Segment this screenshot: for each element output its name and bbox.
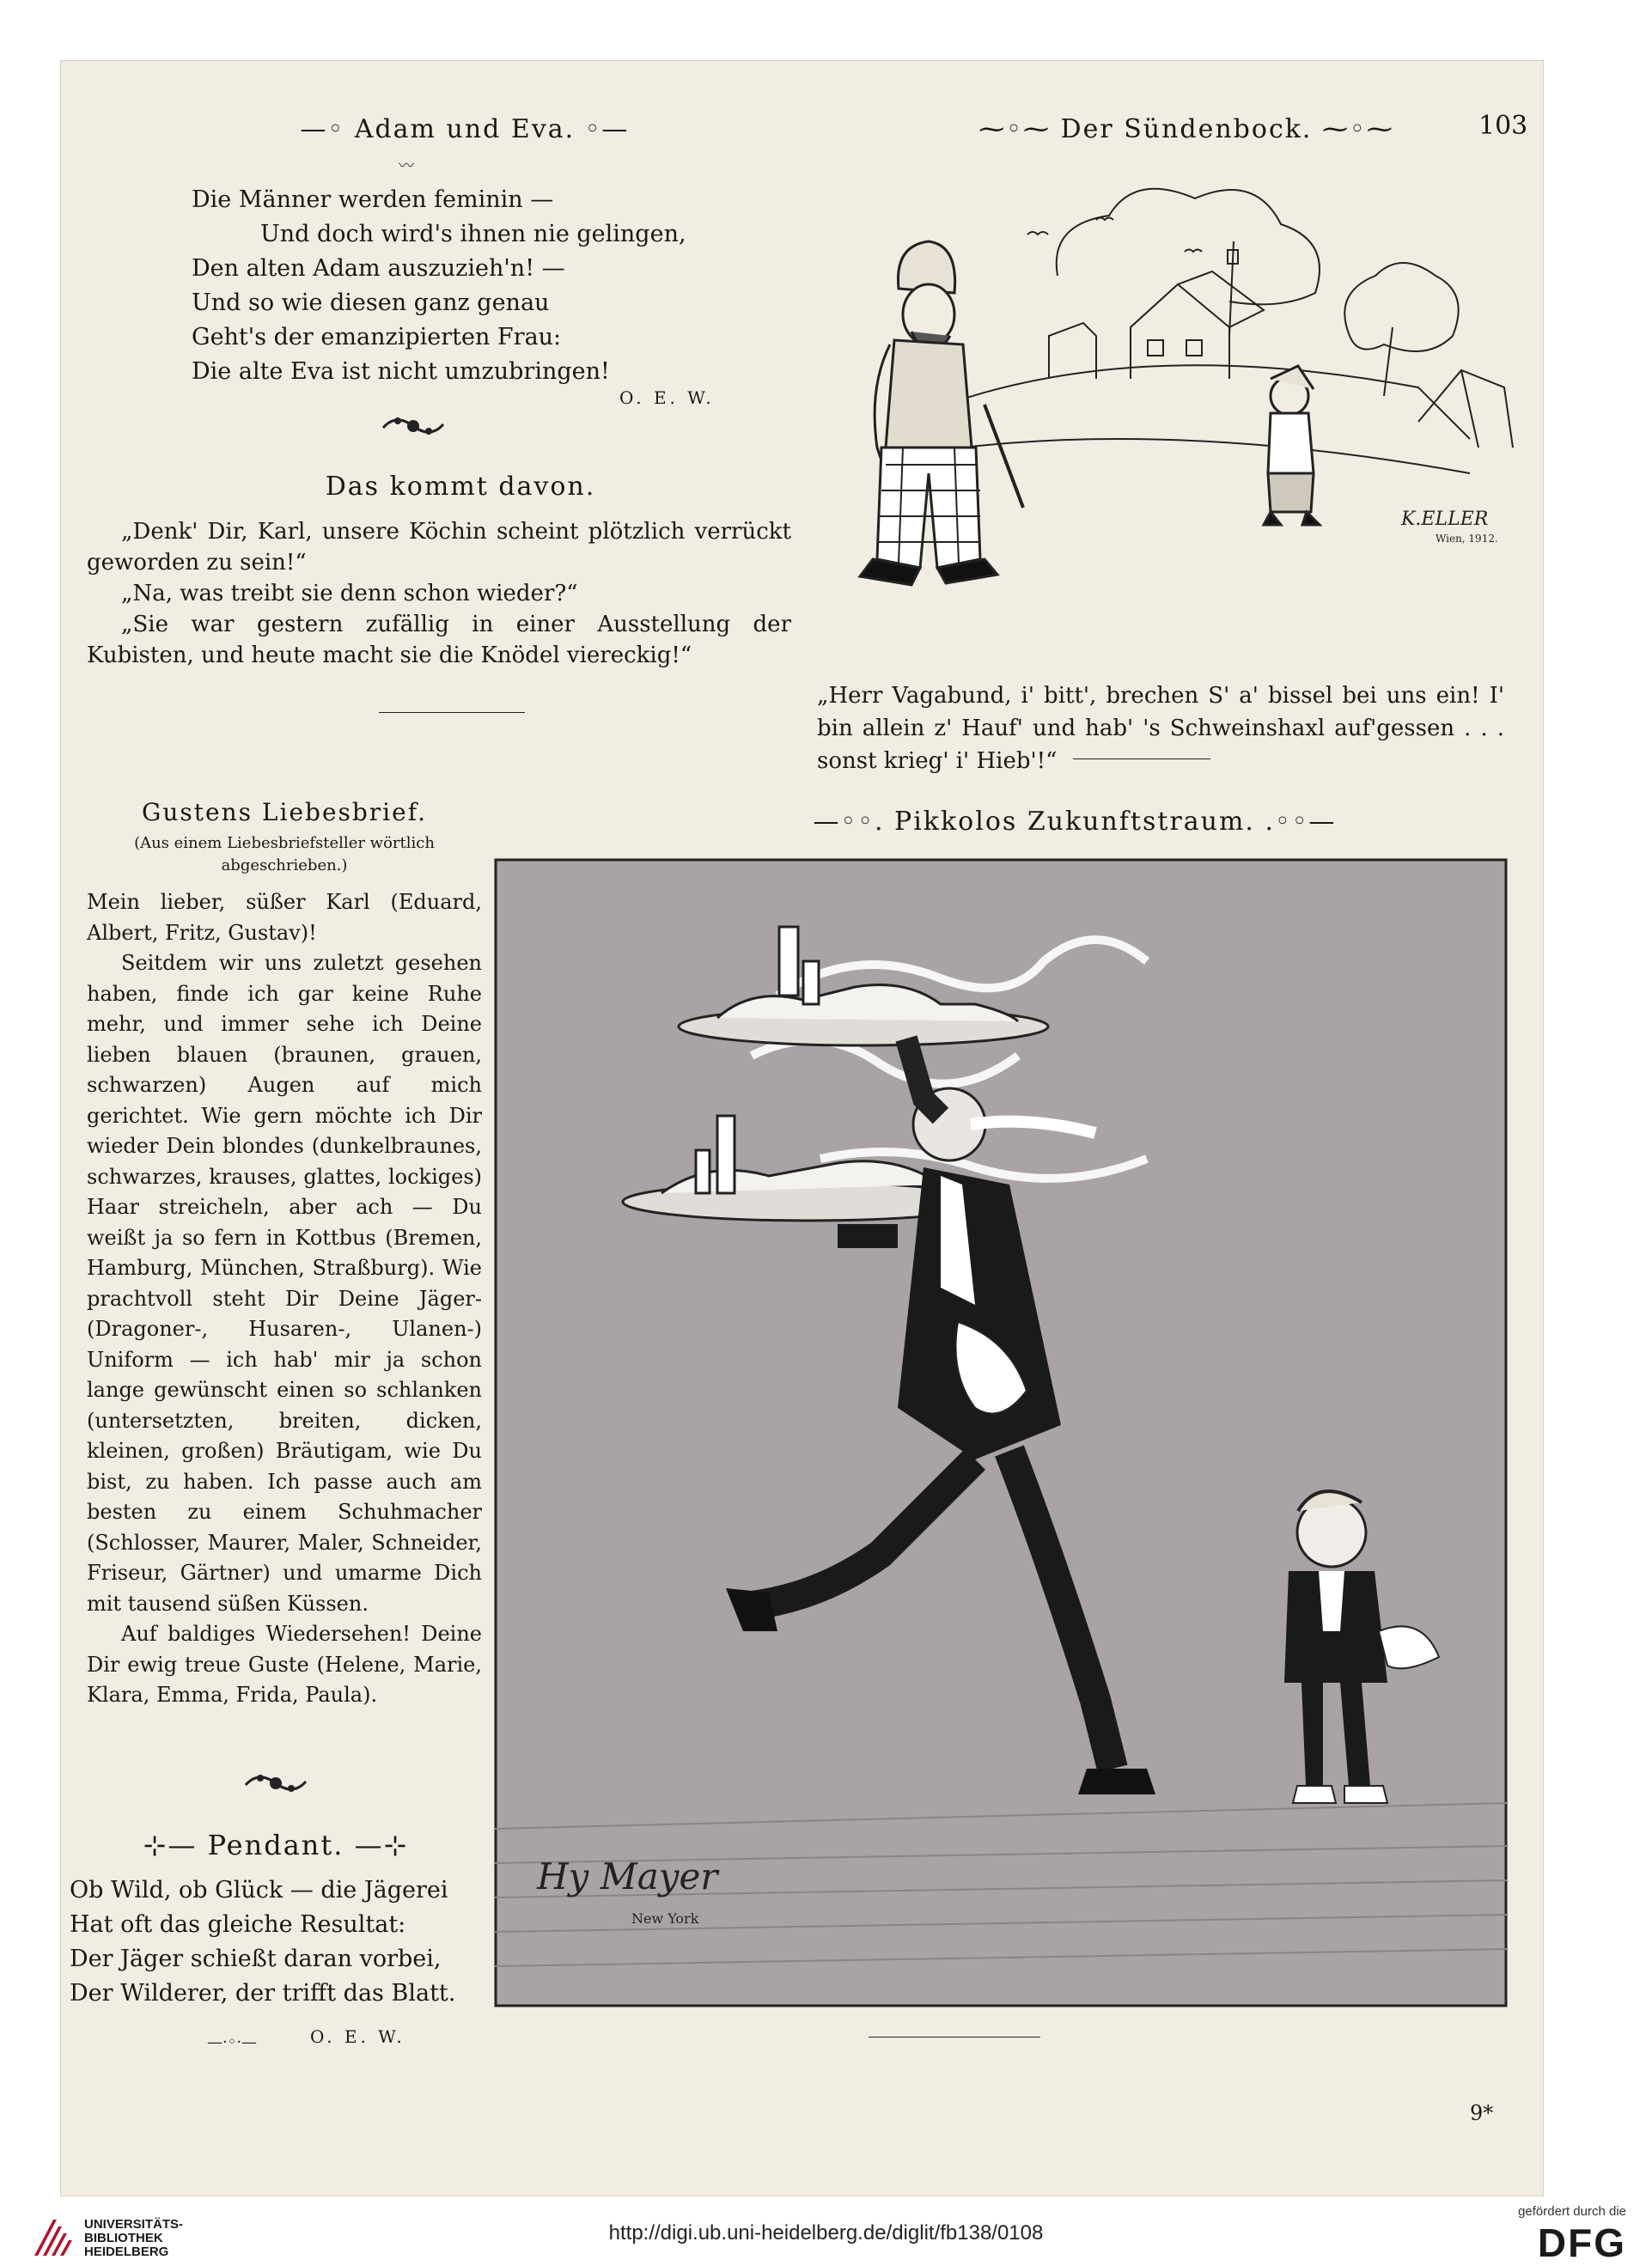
ornament-left: —◦ [300, 114, 345, 144]
dfg-logo: DFG [1537, 2220, 1626, 2265]
letter-salutation: Mein lieber, süßer Karl (Eduard, Albert, Fritz, Gustav)! [87, 890, 482, 945]
poem-line: Der Wilderer, der trifft das Blatt. [70, 1980, 456, 2007]
letter-closing: Auf baldiges Wiedersehen! Deine Dir ewig treue Guste (Helene, Marie, Klara, Emma, Frida, Paula). [87, 1622, 482, 1707]
pendant-title [113, 1829, 439, 1861]
library-name-line: BIBLIOTHEK [84, 2231, 163, 2245]
ornament-right: ◦— [584, 114, 630, 144]
pikkolos-artist: Hy Mayer [537, 1855, 718, 1897]
ornament-right: ⁓◦⁓ [1322, 114, 1394, 144]
suendenbock-title-text: Der Sündenbock. [1060, 114, 1313, 144]
poem-line: Ob Wild, ob Glück — die Jägerei [70, 1877, 448, 1904]
pikkolos-title-text: Pikkolos Zukunftstraum. [894, 807, 1255, 837]
magazine-page [60, 60, 1544, 2196]
end-ornament: —·◦·— [207, 2033, 258, 2051]
adam-eva-title-text: Adam und Eva. [354, 114, 576, 144]
poem-line: Der Jäger schießt daran vorbei, [70, 1946, 442, 1972]
gustens-letter [87, 887, 482, 1711]
page-number: 103 [1478, 111, 1528, 141]
ornament-right: —⊹ [354, 1829, 409, 1861]
poem-line: Und doch wird's ihnen nie gelingen, [260, 221, 686, 247]
poem-line: Den alten Adam auszuzieh'n! — [192, 255, 565, 282]
poem-line: Geht's der emanzipierten Frau: [192, 324, 562, 350]
adam-eva-poem [192, 183, 724, 389]
vagabond-figure [860, 241, 1023, 585]
paragraph: „Denk' Dir, Karl, unsere Köchin scheint plötzlich verrückt geworden zu sein!“ [87, 519, 791, 576]
gustens-title: Gustens Liebesbrief. [142, 798, 427, 826]
funded-by-label: gefördert durch die [1518, 2204, 1626, 2219]
library-name-line: HEIDELBERG [84, 2245, 169, 2259]
das-kommt-title: Das kommt davon. [325, 472, 596, 502]
flower-ornament-icon [379, 409, 448, 443]
letter-body: Seitdem wir uns zuletzt gesehen haben, finde ich gar keine Ruhe mehr, und immer sehe ich Deine lieben blauen (braunen, grauen, schwarzen) Augen auf mich gerichtet. Wie gern möchte ich Dir wieder Dein blondes (dunkelbraunes, schwarzes, krauses, glattes, lockiges) Haar streicheln, aber ach — Du weißt ja so fern in Kottbus (Bremen, Hamburg, München, Straßburg). Wie prachtvoll steht Dir Deine Jäger- (Dragoner-, Husaren-, Ulanen-) Uniform — ich hab' mir ja schon lange gewünscht einen so schlanken (untersetzten, breiten, dicken, kleinen, großen) Bräutigam, wie Du bist, zu haben. Ich passe auch am besten zu einem Schuhmacher (Schlosser, Maurer, Maler, Schneider, Friseur, Gärtner) und umarme Dich mit tausend süßen Küssen. [87, 951, 482, 1616]
gustens-subtitle: (Aus einem Liebesbriefsteller wörtlich abgeschrieben.) [134, 834, 435, 874]
suendenbock-title [920, 114, 1453, 144]
waiter-illustration [494, 858, 1508, 2007]
poem-line: Hat oft das gleiche Resultat: [70, 1911, 406, 1938]
das-kommt-text [87, 516, 791, 671]
paragraph: „Na, was treibt sie denn schon wieder?“ [121, 581, 578, 606]
vagabond-illustration [800, 164, 1521, 645]
pendant-poem [70, 1873, 499, 2011]
pendant-title-text: Pendant. [207, 1829, 344, 1861]
pikkolos-title [740, 807, 1410, 837]
ornament-left: ⊹— [143, 1829, 198, 1861]
ornament-left: ⁓◦⁓ [978, 114, 1051, 144]
suendenbock-artist-place: Wien, 1912. [1436, 533, 1498, 545]
paragraph: „Sie war gestern zufällig in einer Ausstellung der Kubisten, und heute macht sie die Knödel viereckig!“ [87, 612, 791, 668]
signature-mark: 9* [1470, 2101, 1494, 2125]
adam-eva-title [241, 114, 688, 144]
pikkolos-artist-place: New York [631, 1910, 699, 1927]
divider [1073, 758, 1210, 759]
poem-line: Und so wie diesen ganz genau [192, 289, 550, 316]
source-url[interactable]: http://digi.ub.uni-heidelberg.de/diglit/fb138/0108 [608, 2221, 1044, 2245]
ornament-left: —◦◦. [813, 807, 885, 837]
adam-eva-author: O. E. W. [619, 387, 715, 408]
suendenbock-caption: „Herr Vagabund, i' bitt', brechen S' a' bissel bei uns ein! I' bin allein z' Hauf' und hab' 's Schweinshaxl auf'gessen . . . sonst krieg' i' Hieb'!“ [817, 683, 1504, 774]
library-name-line: UNIVERSITÄTS- [84, 2217, 184, 2232]
suendenbock-artist: K.ELLER [1401, 509, 1489, 530]
divider [869, 2037, 1040, 2038]
flower-ornament-icon [241, 1766, 310, 1800]
footer-bar [0, 2199, 1652, 2265]
child-figure [1264, 366, 1320, 525]
ornament-right: .◦◦— [1265, 807, 1337, 837]
tilde-ornament: 〰 [399, 157, 414, 175]
cloud-shape [1057, 189, 1320, 305]
divider [379, 712, 525, 713]
pendant-author: O. E. W. [310, 2026, 405, 2047]
poem-line: Die alte Eva ist nicht umzubringen! [192, 358, 610, 385]
poem-line: Die Männer werden feminin — [192, 186, 554, 213]
